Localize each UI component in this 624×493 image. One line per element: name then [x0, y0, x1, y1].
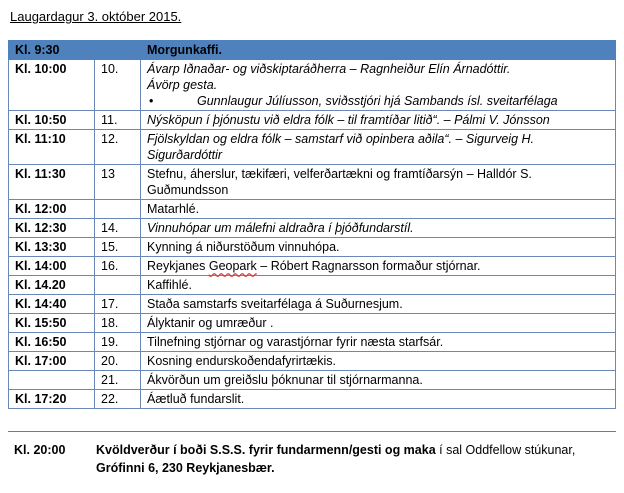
- item-cell: Morgunkaffi.: [141, 41, 616, 60]
- number-cell: 16.: [95, 257, 141, 276]
- item-cell: Kaffihlé.: [141, 276, 616, 295]
- time-cell: Kl. 20:00: [14, 443, 66, 457]
- table-row: [9, 60, 616, 111]
- time-cell: Kl. 10:00: [9, 60, 95, 111]
- item-cell: Vinnuhópar um málefni aldraðra í þjóðfundarstíl.: [141, 219, 616, 238]
- item-cell: Áætluð fundarslit.: [141, 390, 616, 409]
- table-row: [9, 238, 616, 257]
- number-cell: 11.: [95, 111, 141, 130]
- item-cell: Fjölskyldan og eldra fólk – samstarf við opinbera aðila“. – Sigurveig H. Sigurðardóttir: [141, 130, 616, 165]
- number-cell: 22.: [95, 390, 141, 409]
- item-cell: [141, 257, 616, 276]
- time-cell: Kl. 17:00: [9, 352, 95, 371]
- number-cell: 18.: [95, 314, 141, 333]
- table-row: [9, 257, 616, 276]
- time-cell: Kl. 10:50: [9, 111, 95, 130]
- item-cell: Ákvörðun um greiðslu þóknunar til stjórnarmanna.: [141, 371, 616, 390]
- time-cell: Kl. 11:30: [9, 165, 95, 200]
- item-text: – Róbert Ragnarsson formaður stjórnar.: [256, 259, 481, 273]
- table-row: [9, 219, 616, 238]
- number-cell: [95, 276, 141, 295]
- time-cell: Kl. 15:50: [9, 314, 95, 333]
- item-line: Ávörp gesta.: [147, 78, 218, 92]
- dinner-title: Kvöldverður í boði S.S.S. fyrir fundarmenn/gesti og maka: [96, 443, 436, 457]
- item-cell: Tilnefning stjórnar og varastjórnar fyrir næsta starfsár.: [141, 333, 616, 352]
- time-cell: Kl. 11:10: [9, 130, 95, 165]
- table-row: [9, 276, 616, 295]
- table-row: [9, 165, 616, 200]
- number-cell: 15.: [95, 238, 141, 257]
- bullet-icon: •: [149, 94, 154, 108]
- time-cell: Kl. 16:50: [9, 333, 95, 352]
- item-cell: Nýsköpun í þjónustu við eldra fólk – til framtíðar litið“. – Pálmi V. Jónsson: [141, 111, 616, 130]
- time-cell: Kl. 14.20: [9, 276, 95, 295]
- time-cell: [9, 371, 95, 390]
- table-row: [9, 352, 616, 371]
- number-cell: 10.: [95, 60, 141, 111]
- item-cell: Matarhlé.: [141, 200, 616, 219]
- table-row: [9, 295, 616, 314]
- item-cell: [141, 60, 616, 111]
- number-cell: 21.: [95, 371, 141, 390]
- item-cell: Stefnu, áherslur, tækifæri, velferðartækni og framtíðarsýn – Halldór S. Guðmundsson: [141, 165, 616, 200]
- number-cell: [95, 41, 141, 60]
- time-cell: Kl. 12:30: [9, 219, 95, 238]
- bullet-item: [147, 93, 611, 109]
- number-cell: 12.: [95, 130, 141, 165]
- table-row: [9, 111, 616, 130]
- time-cell: Kl. 13:30: [9, 238, 95, 257]
- number-cell: 17.: [95, 295, 141, 314]
- agenda-table: [8, 40, 616, 409]
- time-cell: Kl. 12:00: [9, 200, 95, 219]
- item-line: Ávarp Iðnaðar- og viðskiptaráðherra – Ragnheiður Elín Árnadóttir.: [147, 62, 511, 76]
- item-cell: Staða samstarfs sveitarfélaga á Suðurnesjum.: [141, 295, 616, 314]
- time-cell: Kl. 14:00: [9, 257, 95, 276]
- number-cell: 19.: [95, 333, 141, 352]
- page-title: Laugardagur 3. október 2015.: [10, 9, 182, 24]
- item-text: Geopark: [208, 259, 257, 273]
- number-cell: 14.: [95, 219, 141, 238]
- number-cell: [95, 200, 141, 219]
- table-row: [9, 200, 616, 219]
- item-cell: Kosning endurskoðendafyrirtækis.: [141, 352, 616, 371]
- time-cell: Kl. 17:20: [9, 390, 95, 409]
- time-cell: Kl. 9:30: [9, 41, 95, 60]
- table-row: [9, 314, 616, 333]
- evening-dinner-row: [8, 431, 616, 477]
- table-row: [9, 130, 616, 165]
- item-cell: Ályktanir og umræður .: [141, 314, 616, 333]
- dinner-address: Grófinni 6, 230 Reykjanesbær.: [96, 461, 275, 475]
- table-row: [9, 41, 616, 60]
- item-cell: Kynning á niðurstöðum vinnuhópa.: [141, 238, 616, 257]
- table-row: [9, 333, 616, 352]
- number-cell: 13: [95, 165, 141, 200]
- dinner-text: [96, 441, 616, 477]
- time-cell: Kl. 14:40: [9, 295, 95, 314]
- table-row: [9, 371, 616, 390]
- dinner-venue: í sal Oddfellow stúkunar,: [435, 443, 576, 457]
- item-line: Gunnlaugur Júlíusson, sviðsstjóri hjá Sambands ísl. sveitarfélaga: [197, 94, 558, 108]
- number-cell: 20.: [95, 352, 141, 371]
- table-row: [9, 390, 616, 409]
- item-text: Reykjanes: [147, 259, 209, 273]
